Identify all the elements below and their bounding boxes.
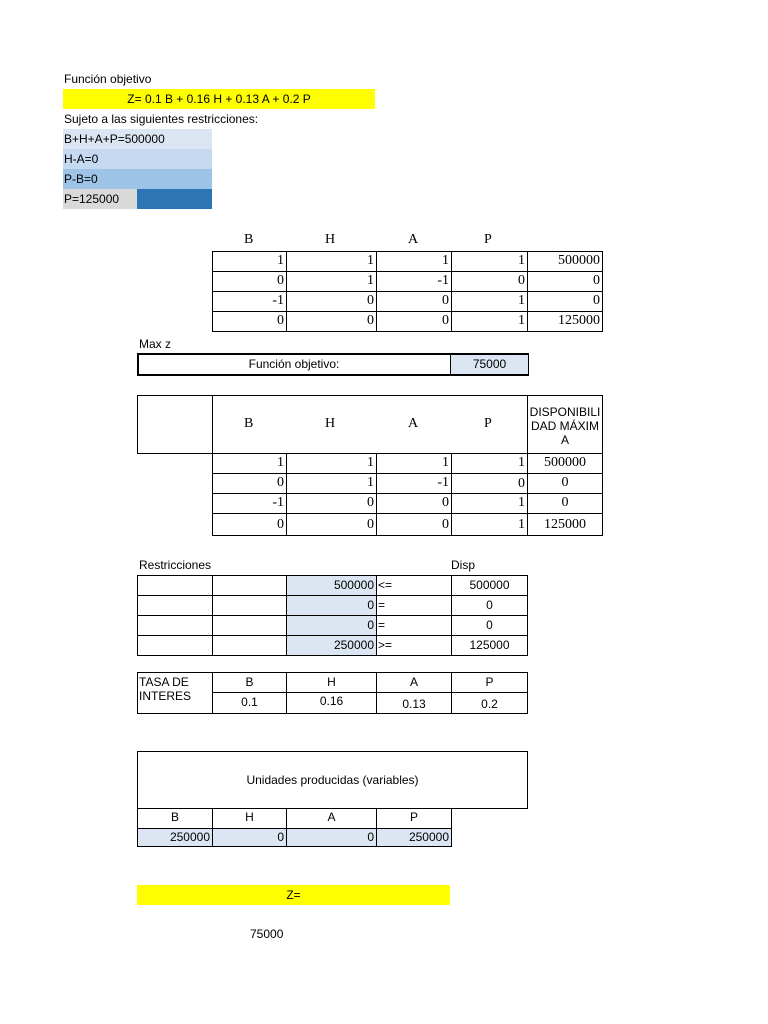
m2-cell[interactable]: 1 — [451, 493, 528, 514]
restr-empty-cell[interactable] — [212, 635, 287, 656]
objective-label: Función objetivo — [64, 72, 152, 86]
restr-empty-cell[interactable] — [137, 635, 213, 656]
m1-cell[interactable]: 0 — [286, 291, 377, 312]
restr-disp[interactable]: 500000 — [451, 575, 528, 596]
maxz-label: Max z — [139, 337, 172, 351]
restr-empty-cell[interactable] — [212, 575, 287, 596]
unidades-value-b[interactable]: 250000 — [137, 828, 213, 847]
restr-op[interactable]: <= — [376, 575, 452, 596]
restr-value[interactable]: 250000 — [286, 635, 377, 656]
restr-op[interactable]: = — [376, 595, 452, 616]
constraints-label: Sujeto a las siguientes restricciones: — [64, 112, 259, 126]
restr-empty-cell[interactable] — [137, 615, 213, 636]
m2-cell[interactable]: 0 — [212, 473, 287, 494]
z-label[interactable]: Z= — [137, 885, 450, 905]
unidades-header-p: P — [376, 808, 452, 829]
m2-cell[interactable]: 500000 — [527, 453, 603, 474]
restr-op[interactable]: = — [376, 615, 452, 636]
m2-cell[interactable]: -1 — [376, 473, 452, 494]
tasa-value-a[interactable]: 0.13 — [376, 692, 452, 714]
restr-disp[interactable]: 0 — [451, 615, 528, 636]
m2-header-row — [212, 395, 528, 454]
unidades-value-p[interactable]: 250000 — [376, 828, 452, 847]
restr-empty-cell[interactable] — [137, 575, 213, 596]
restr-empty-cell[interactable] — [137, 595, 213, 616]
m2-header-p: P — [484, 416, 492, 431]
unidades-title: Unidades producidas (variables) — [137, 751, 528, 809]
constraint-3[interactable]: P-B=0 — [63, 169, 212, 189]
m2-header-h: H — [325, 416, 336, 431]
m2-header-b: B — [244, 416, 254, 431]
m2-cell[interactable]: 1 — [212, 453, 287, 474]
restr-empty-cell[interactable] — [212, 595, 287, 616]
objective-formula[interactable]: Z= 0.1 B + 0.16 H + 0.13 A + 0.2 P — [63, 89, 375, 109]
m1-cell[interactable]: -1 — [376, 271, 452, 292]
unidades-value-a[interactable]: 0 — [286, 828, 377, 847]
m1-cell[interactable]: 0 — [376, 311, 452, 332]
tasa-header-p: P — [451, 672, 528, 693]
m1-cell[interactable]: 0 — [376, 291, 452, 312]
m1-cell[interactable]: 1 — [286, 251, 377, 272]
tasa-header-b: B — [212, 672, 287, 693]
m1-cell[interactable]: 1 — [286, 271, 377, 292]
tasa-value-h[interactable]: 0.16 — [286, 692, 377, 714]
constraint-1[interactable]: B+H+A+P=500000 — [63, 129, 212, 149]
m1-cell[interactable]: -1 — [212, 291, 287, 312]
m2-cell[interactable]: 0 — [286, 493, 377, 514]
m2-cell[interactable]: 1 — [376, 453, 452, 474]
m2-cell[interactable]: 1 — [451, 513, 528, 536]
m1-cell[interactable]: 0 — [527, 271, 603, 292]
tasa-header-a: A — [376, 672, 452, 693]
m2-cell[interactable]: 0 — [451, 473, 528, 494]
m1-cell[interactable]: 0 — [212, 271, 287, 292]
m1-cell[interactable]: 0 — [451, 271, 528, 292]
m1-cell[interactable]: 1 — [451, 291, 528, 312]
m1-cell[interactable]: 1 — [451, 311, 528, 332]
m2-disp-header: DISPONIBILI DAD MÁXIMA — [527, 395, 603, 454]
restr-op[interactable]: >= — [376, 635, 452, 656]
m2-cell[interactable]: -1 — [212, 493, 287, 514]
m2-cell[interactable]: 1 — [286, 453, 377, 474]
restr-value[interactable]: 0 — [286, 615, 377, 636]
z-value: 75000 — [250, 927, 284, 941]
m1-cell[interactable]: 1 — [451, 251, 528, 272]
restr-value[interactable]: 0 — [286, 595, 377, 616]
tasa-label: TASA DE INTERES — [137, 672, 213, 714]
m2-cell[interactable]: 1 — [451, 453, 528, 474]
m2-cell[interactable]: 0 — [376, 513, 452, 536]
maxz-box-label: Función objetivo: — [248, 357, 340, 371]
m2-cell[interactable]: 125000 — [527, 513, 603, 536]
m1-cell[interactable]: 0 — [527, 291, 603, 312]
m2-cell[interactable]: 0 — [527, 493, 603, 514]
m1-cell[interactable]: 0 — [212, 311, 287, 332]
restr-disp[interactable]: 0 — [451, 595, 528, 616]
m1-header-h: H — [325, 232, 336, 247]
m2-cell[interactable]: 0 — [212, 513, 287, 536]
m1-cell[interactable]: 1 — [376, 251, 452, 272]
m1-cell[interactable]: 500000 — [527, 251, 603, 272]
restricciones-disp-label: Disp — [451, 558, 476, 572]
unidades-value-h[interactable]: 0 — [212, 828, 287, 847]
constraint-4-fill — [137, 189, 212, 209]
restr-disp[interactable]: 125000 — [451, 635, 528, 656]
restricciones-label: Restricciones — [139, 558, 212, 572]
m1-cell[interactable]: 0 — [286, 311, 377, 332]
m1-header-p: P — [484, 232, 492, 247]
m1-cell[interactable]: 1 — [212, 251, 287, 272]
unidades-header-h: H — [212, 808, 287, 829]
restr-empty-cell[interactable] — [212, 615, 287, 636]
constraint-4[interactable]: P=125000 — [63, 189, 137, 209]
tasa-value-b[interactable]: 0.1 — [212, 692, 287, 714]
unidades-header-a: A — [286, 808, 377, 829]
m2-cell[interactable]: 0 — [286, 513, 377, 536]
maxz-value[interactable]: 75000 — [450, 355, 528, 374]
m2-header-a: A — [408, 416, 419, 431]
m1-cell[interactable]: 125000 — [527, 311, 603, 332]
m1-header-b: B — [244, 232, 254, 247]
tasa-header-h: H — [286, 672, 377, 693]
unidades-header-b: B — [137, 808, 213, 829]
m2-cell[interactable]: 0 — [527, 473, 603, 494]
m2-cell[interactable]: 0 — [376, 493, 452, 514]
restr-value[interactable]: 500000 — [286, 575, 377, 596]
tasa-value-p[interactable]: 0.2 — [451, 692, 528, 714]
constraint-2[interactable]: H-A=0 — [63, 149, 212, 169]
m2-cell[interactable]: 1 — [286, 473, 377, 494]
m2-corner — [137, 395, 213, 454]
m1-header-a: A — [408, 232, 419, 247]
